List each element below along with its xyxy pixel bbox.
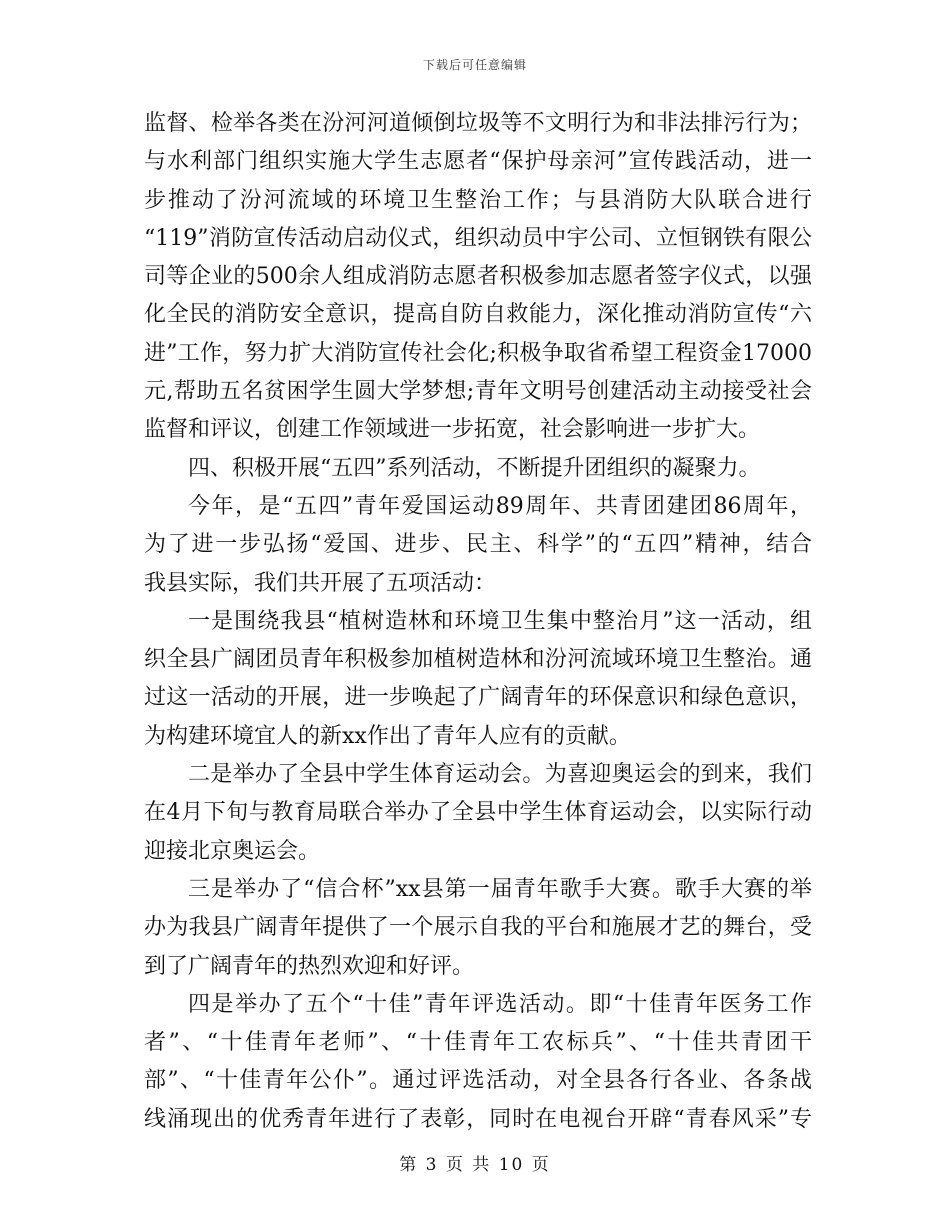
page-footer: 第 3 页 共 10 页 bbox=[399, 1155, 551, 1175]
text-line: 今年，是“五四”青年爱国运动89周年、共青团建团86周年， bbox=[188, 493, 812, 519]
text-line: 监督和评议，创建工作领域进一步拓宽，社会影响进一步扩大。 bbox=[144, 417, 761, 443]
text-line: 三是举办了“信合杯”xx县第一届青年歌手大赛。歌手大赛的举 bbox=[188, 876, 812, 902]
page-header: 下载后可任意编辑 bbox=[422, 58, 527, 72]
text-line: 者”、“十佳青年老师”、“十佳青年工农标兵”、“十佳共青团干 bbox=[144, 1030, 812, 1056]
text-line: 四、积极开展“五四”系列活动，不断提升团组织的凝聚力。 bbox=[188, 455, 761, 481]
text-line: 为了进一步弘扬“爱国、进步、民主、科学”的“五四”精神，结合 bbox=[144, 532, 812, 558]
text-line: 织全县广阔团员青年积极参加植树造林和汾河流域环境卫生整治。通 bbox=[144, 647, 812, 673]
text-line: 到了广阔青年的热烈欢迎和好评。 bbox=[144, 953, 475, 979]
text-line: 部”、“十佳青年公仆”。通过评选活动，对全县各行各业、各条战 bbox=[144, 1068, 812, 1094]
text-line: 进”工作，努力扩大消防宣传社会化;积极争取省希望工程资金17000 bbox=[144, 340, 812, 366]
text-line: 司等企业的500余人组成消防志愿者积极参加志愿者签字仪式，以强 bbox=[144, 264, 812, 290]
text-line: 迎接北京奥运会。 bbox=[144, 838, 321, 864]
text-line: 与水利部门组织实施大学生志愿者“保护母亲河”宣传践活动，进一 bbox=[144, 149, 812, 175]
text-line: 我县实际，我们共开展了五项活动： bbox=[144, 570, 497, 596]
document-body bbox=[144, 105, 812, 1139]
text-line: 监督、检举各类在汾河河道倾倒垃圾等不文明行为和非法排污行为； bbox=[144, 111, 812, 136]
text-line: 二是举办了全县中学生体育运动会。为喜迎奥运会的到来，我们 bbox=[188, 762, 812, 788]
text-line: 元,帮助五名贫困学生圆大学梦想;青年文明号创建活动主动接受社会 bbox=[144, 379, 812, 405]
text-line: 线涌现出的优秀青年进行了表彰，同时在电视台开辟“青春风采”专 bbox=[144, 1106, 812, 1132]
text-line: “119”消防宣传活动启动仪式，组织动员中宇公司、立恒钢铁有限公 bbox=[144, 225, 812, 251]
text-line: 办为我县广阔青年提供了一个展示自我的平台和施展才艺的舞台，受 bbox=[144, 915, 812, 941]
text-line: 在4月下旬与教育局联合举办了全县中学生体育运动会，以实际行动 bbox=[144, 800, 812, 826]
text-line: 步推动了汾河流域的环境卫生整治工作；与县消防大队联合进行 bbox=[144, 187, 812, 213]
text-line: 四是举办了五个“十佳”青年评选活动。即“十佳青年医务工作 bbox=[188, 991, 812, 1017]
text-line: 为构建环境宜人的新xx作出了青年人应有的贡献。 bbox=[144, 723, 631, 749]
text-line: 一是围绕我县“植树造林和环境卫生集中整治月”这一活动，组 bbox=[188, 608, 812, 634]
text-line: 过这一活动的开展，进一步唤起了广阔青年的环保意识和绿色意识， bbox=[144, 685, 812, 711]
text-line: 化全民的消防安全意识，提高自防自救能力，深化推动消防宣传“六 bbox=[144, 302, 812, 328]
